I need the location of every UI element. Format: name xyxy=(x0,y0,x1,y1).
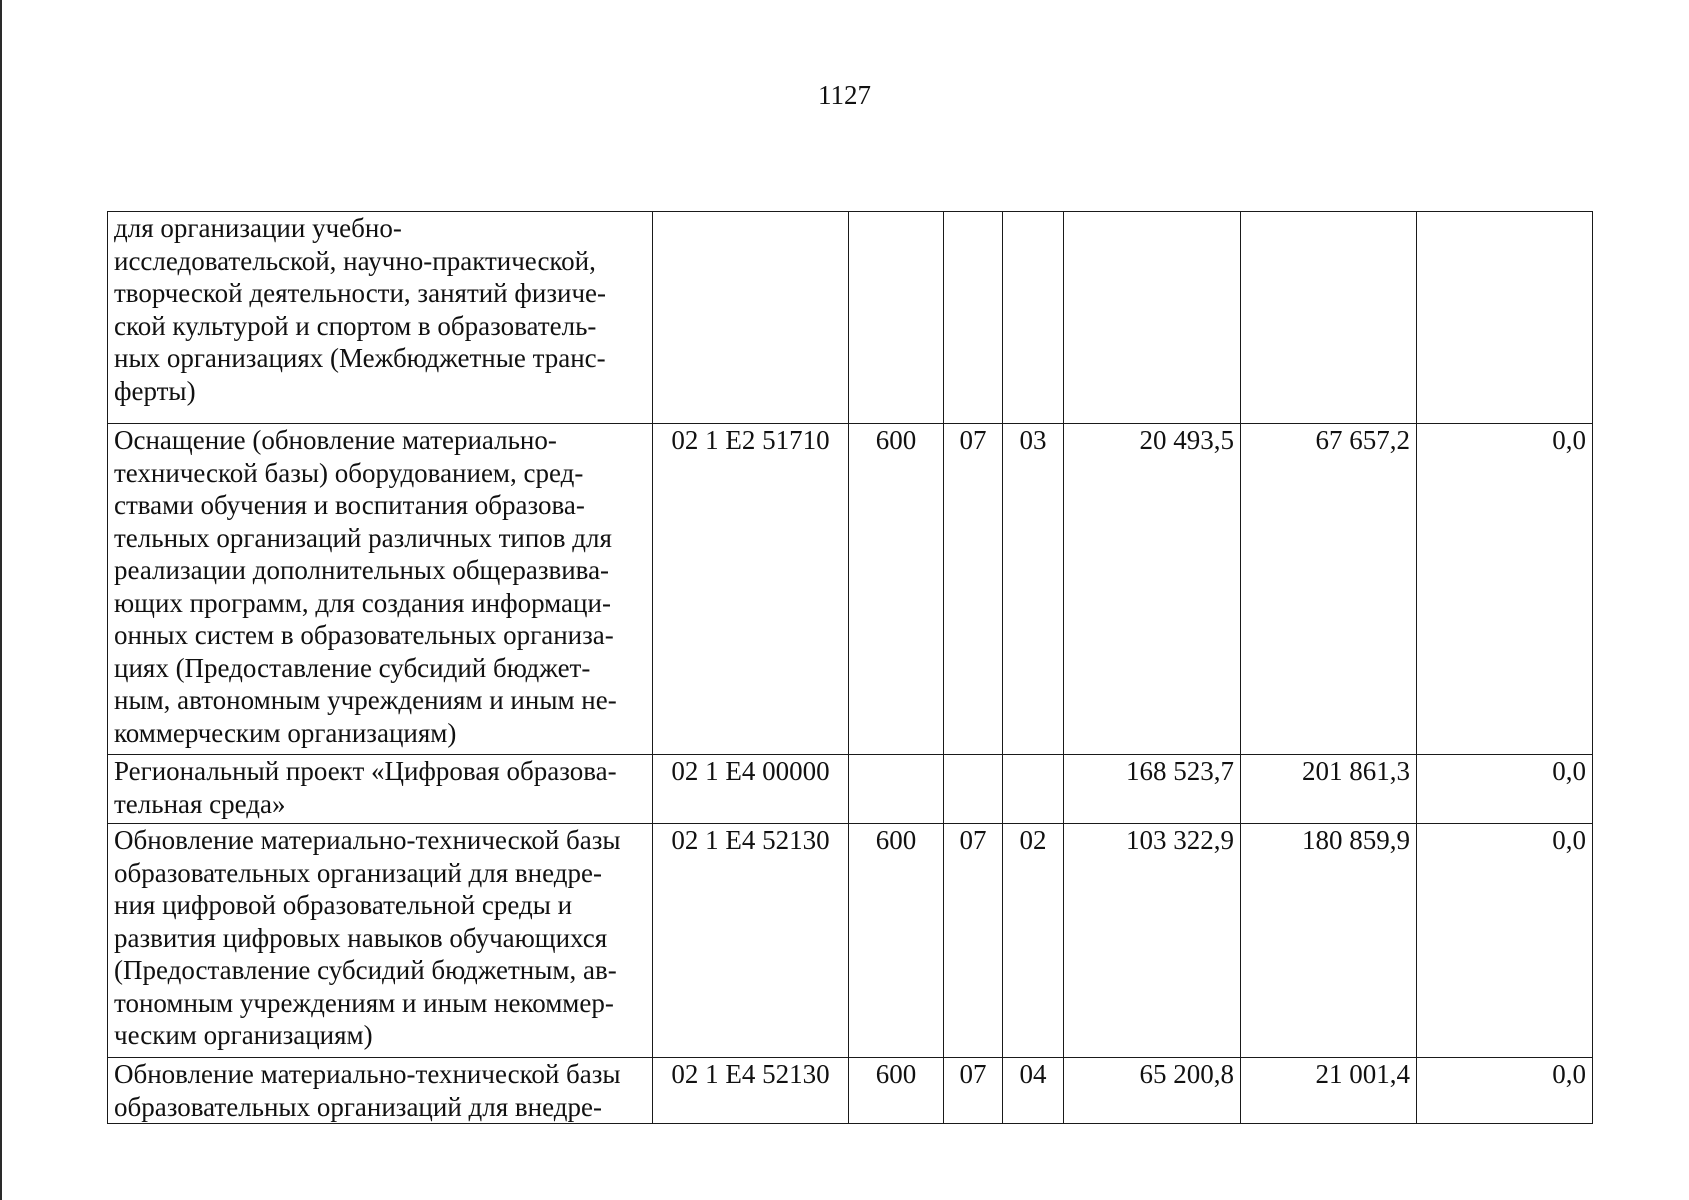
amount-year-3: 0,0 xyxy=(1417,424,1593,755)
table-row xyxy=(108,212,1593,424)
row-description: Региональный проект «Цифровая образова- тельная среда» xyxy=(108,755,653,824)
target-article-code: 02 1 E4 52130 xyxy=(653,824,849,1058)
expense-type-code: 600 xyxy=(849,824,944,1058)
row-description: Оснащение (обновление материально- технической базы) оборудованием, сред- ствами обучения и воспитания образова- тельных организаций различных типов для реализации дополнительных общеразвива- ющих программ, для создания информаци- онных систем в образовательных организа- циях (Предоставление субсидий бюджет- ным, автономным учреждениям и иным не- коммерческим организациям) xyxy=(108,424,653,755)
section-code: 07 xyxy=(944,424,1003,755)
amount-year-3: 0,0 xyxy=(1417,755,1593,824)
target-article-code xyxy=(653,212,849,424)
target-article-code: 02 1 E4 52130 xyxy=(653,1058,849,1124)
budget-table xyxy=(107,211,1593,1124)
subsection-code: 02 xyxy=(1003,824,1064,1058)
table-row xyxy=(108,755,1593,824)
expense-type-code: 600 xyxy=(849,424,944,755)
expense-type-code xyxy=(849,212,944,424)
table-row xyxy=(108,1058,1593,1124)
target-article-code: 02 1 E2 51710 xyxy=(653,424,849,755)
scan-left-edge xyxy=(0,0,2,1200)
amount-year-2: 180 859,9 xyxy=(1241,824,1417,1058)
amount-year-3: 0,0 xyxy=(1417,1058,1593,1124)
amount-year-1: 65 200,8 xyxy=(1064,1058,1241,1124)
amount-year-1: 168 523,7 xyxy=(1064,755,1241,824)
row-description: для организации учебно- исследовательской, научно-практической, творческой деятельности, занятий физиче- ской культурой и спортом в образователь- ных организациях (Межбюджетные транс- ферты) xyxy=(108,212,653,424)
subsection-code: 03 xyxy=(1003,424,1064,755)
amount-year-1 xyxy=(1064,212,1241,424)
subsection-code xyxy=(1003,212,1064,424)
section-code xyxy=(944,755,1003,824)
row-description: Обновление материально-технической базы образовательных организаций для внедре- ния цифровой образовательной среды и развития цифровых навыков обучающихся (Предоставление субсидий бюджетным, ав- тономным учреждениям и иным некоммер- ческим организациям) xyxy=(108,824,653,1058)
row-description: Обновление материально-технической базы образовательных организаций для внедре- xyxy=(108,1058,653,1124)
target-article-code: 02 1 E4 00000 xyxy=(653,755,849,824)
amount-year-1: 20 493,5 xyxy=(1064,424,1241,755)
subsection-code xyxy=(1003,755,1064,824)
section-code xyxy=(944,212,1003,424)
amount-year-3 xyxy=(1417,212,1593,424)
amount-year-3: 0,0 xyxy=(1417,824,1593,1058)
amount-year-2: 21 001,4 xyxy=(1241,1058,1417,1124)
subsection-code: 04 xyxy=(1003,1058,1064,1124)
section-code: 07 xyxy=(944,1058,1003,1124)
table-row xyxy=(108,824,1593,1058)
amount-year-2: 67 657,2 xyxy=(1241,424,1417,755)
section-code: 07 xyxy=(944,824,1003,1058)
expense-type-code xyxy=(849,755,944,824)
table-row xyxy=(108,424,1593,755)
amount-year-2: 201 861,3 xyxy=(1241,755,1417,824)
amount-year-1: 103 322,9 xyxy=(1064,824,1241,1058)
page-number: 1127 xyxy=(818,80,871,110)
expense-type-code: 600 xyxy=(849,1058,944,1124)
amount-year-2 xyxy=(1241,212,1417,424)
